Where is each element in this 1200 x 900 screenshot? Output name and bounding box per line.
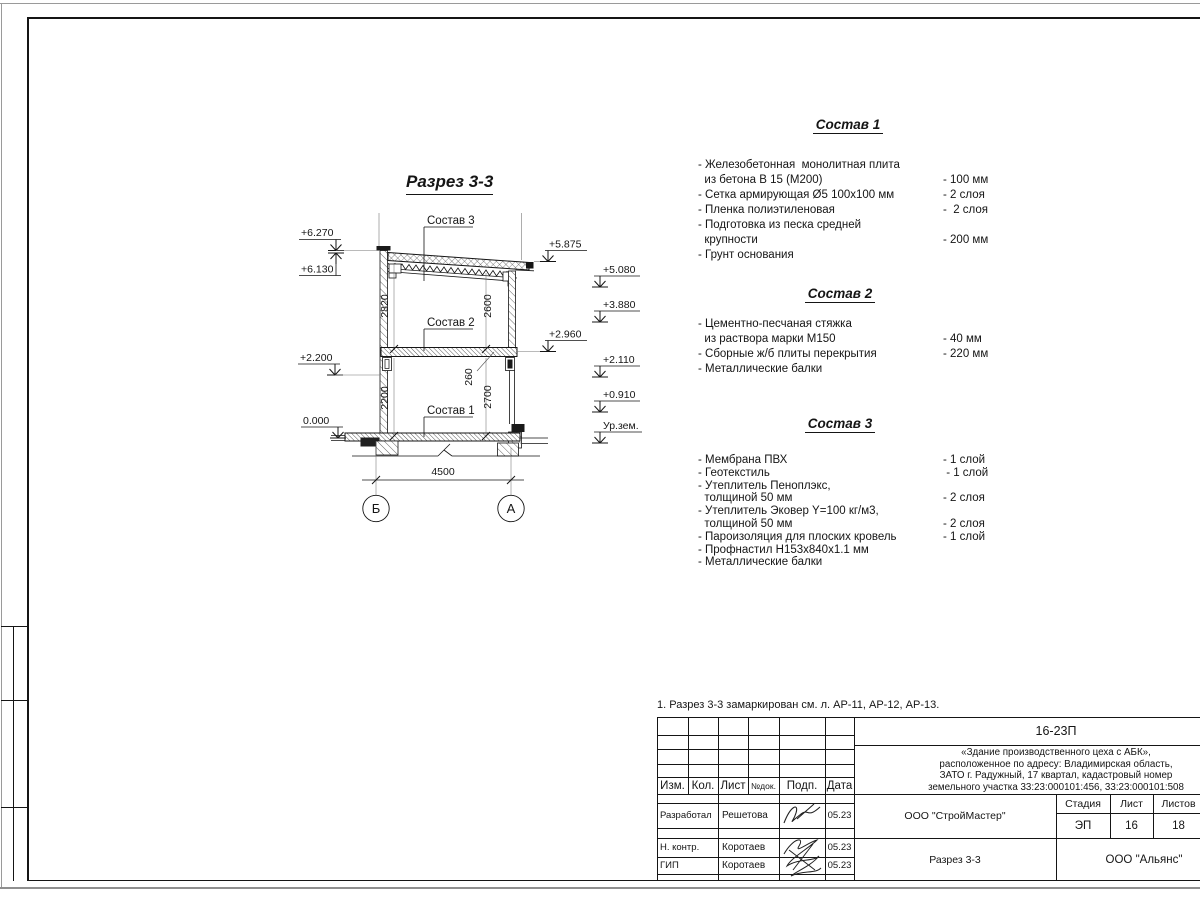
tb-rev-header-podp: Подп. xyxy=(786,779,818,792)
side-stamp-line xyxy=(1,807,27,808)
elevation-label: +5.080 xyxy=(603,264,636,276)
composition-1-list xyxy=(698,158,1028,263)
elevation-label: +5.875 xyxy=(549,238,582,251)
spec-row: - Подготовка из песка средней xyxy=(698,219,862,231)
sheet-note: 1. Разрез 3-3 замаркирован см. л. АР-11, АР-12, АР-13. xyxy=(657,699,940,711)
composition-3-list xyxy=(698,454,1028,569)
spec-row: - Железобетонная монолитная плита xyxy=(698,159,900,171)
spec-row: - Утеплитель Пеноплэкс, xyxy=(698,479,831,492)
spec-row: из бетона В 15 (М200) - 100 мм xyxy=(698,174,989,186)
composition-2-list xyxy=(698,317,1028,377)
side-stamp-line xyxy=(13,626,14,881)
dim-2600: 2600 xyxy=(482,294,494,318)
tb-project-line: земельного участка 33:23:000101:456, 33:23:000101:508 xyxy=(928,781,1184,793)
elevation-label: +6.270 xyxy=(301,227,334,239)
tb-signer-date: 05.23 xyxy=(827,842,852,853)
callout-sostav2: Состав 2 xyxy=(427,317,475,329)
tb-signer-date: 05.23 xyxy=(827,860,852,871)
grid-axis-b: Б xyxy=(371,501,381,516)
composition-1-title: Состав 1 xyxy=(700,116,996,134)
dim-2700: 2700 xyxy=(482,385,494,409)
tb-rev-header-data: Дата xyxy=(826,779,853,792)
tb-line xyxy=(657,764,854,765)
tb-line xyxy=(657,749,854,750)
spec-row: - Цементно-песчаная стяжка xyxy=(698,318,852,330)
frame-left xyxy=(27,17,29,881)
tb-sheet-title: Разрез 3-3 xyxy=(929,853,981,866)
tb-sheets-label: Листов xyxy=(1161,797,1196,810)
tb-signer-role: Н. контр. xyxy=(660,842,700,853)
tb-sheet-number: 16 xyxy=(1125,819,1138,832)
tb-rev-header-izm: Изм. xyxy=(660,779,685,792)
spec-row: крупности - 200 мм xyxy=(698,234,989,246)
tb-rev-header-ndok: №док. xyxy=(751,780,776,791)
section-title: Разрез 3-3 xyxy=(406,172,493,195)
signature-scribble xyxy=(781,801,823,827)
spec-row: - Сборные ж/б плиты перекрытия - 220 мм xyxy=(698,348,989,360)
tb-contractor: ООО "СтройМастер" xyxy=(904,810,1006,822)
spec-row: - Пленка полиэтиленовая - 2 слоя xyxy=(698,204,989,216)
callout-sostav3: Состав 3 xyxy=(427,215,475,227)
tb-sheet-label: Лист xyxy=(1120,797,1143,810)
spec-row: - Утеплитель Эковер Y=100 кг/м3, xyxy=(698,505,879,518)
tb-line xyxy=(657,828,854,829)
composition-3-title: Состав 3 xyxy=(692,415,988,433)
tb-project-line: «Здание производственного цеха с АБК», xyxy=(961,747,1151,758)
elevation-label: +2.200 xyxy=(300,352,333,364)
tb-signer-name: Коротаев xyxy=(722,842,766,853)
spec-row: - Металлические балки xyxy=(698,363,823,375)
elevation-label: +0.910 xyxy=(603,389,636,401)
elevation-label: +2.110 xyxy=(603,354,635,366)
spec-row: - Сетка армирующая Ø5 100x100 мм - 2 слоя xyxy=(698,189,985,201)
elevation-label: +2.960 xyxy=(549,328,582,341)
spec-row: толщиной 50 мм - 2 слоя xyxy=(698,517,985,530)
side-stamp-line xyxy=(1,700,27,701)
dim-260: 260 xyxy=(463,368,475,386)
tb-signer-name: Коротаев xyxy=(722,860,766,871)
spec-row: - Пароизоляция для плоских кровель - 1 слой xyxy=(698,530,986,543)
tb-rev-header-kol: Кол. xyxy=(691,779,715,792)
tb-rev-header-list: Лист xyxy=(720,779,746,792)
grid-axis-a: А xyxy=(506,501,516,516)
elevation-label: 0.000 xyxy=(303,415,330,427)
tb-sheets-total: 18 xyxy=(1172,819,1185,832)
spec-row: - Грунт основания xyxy=(698,249,794,261)
tb-doc-number: 16-23П xyxy=(1035,724,1077,738)
tb-project-line: расположенное по адресу: Владимирская область, xyxy=(939,758,1173,770)
sheet-edge-top xyxy=(0,3,1200,4)
tb-signer-date: 05.23 xyxy=(827,810,852,821)
callout-sostav1: Состав 1 xyxy=(427,405,475,417)
spec-row: - Профнастил Н153х840х1.1 мм xyxy=(698,543,869,556)
tb-line xyxy=(657,735,854,736)
frame-top xyxy=(27,17,1200,19)
tb-project-description xyxy=(854,746,1200,794)
section-drawing xyxy=(285,205,655,530)
elevation-label: +3.880 xyxy=(603,299,636,311)
spec-row: - Металлические балки xyxy=(698,556,823,569)
tb-signer-role: Разработал xyxy=(660,810,712,821)
tb-signer-name: Решетова xyxy=(722,810,768,821)
tb-signer-role: ГИП xyxy=(660,860,679,871)
spec-row: - Мембрана ПВХ - 1 слой xyxy=(698,454,986,466)
composition-2-title: Состав 2 xyxy=(692,285,988,303)
tb-project-line: ЗАТО г. Радужный, 17 квартал, кадастровый номер xyxy=(939,770,1173,781)
elevation-label-ground: Ур.зем. xyxy=(603,420,639,432)
dim-2200: 2200 xyxy=(379,386,391,410)
signature-scribble xyxy=(779,836,825,880)
dim-2820: 2820 xyxy=(379,294,391,318)
sheet-edge-bottom xyxy=(0,887,1200,889)
side-stamp-line xyxy=(1,626,27,627)
spec-row: из раствора марки М150 - 40 мм xyxy=(698,333,982,345)
spec-row: - Геотекстиль - 1 слой xyxy=(698,466,989,479)
sheet-edge-left xyxy=(1,3,2,888)
spec-row: толщиной 50 мм - 2 слоя xyxy=(698,492,985,505)
tb-client: ООО "Альянс" xyxy=(1105,853,1183,866)
tb-stage-label: Стадия xyxy=(1065,797,1101,810)
tb-stage-value: ЭП xyxy=(1074,819,1092,832)
elevation-label: +6.130 xyxy=(301,263,334,276)
dim-4500: 4500 xyxy=(431,466,455,478)
